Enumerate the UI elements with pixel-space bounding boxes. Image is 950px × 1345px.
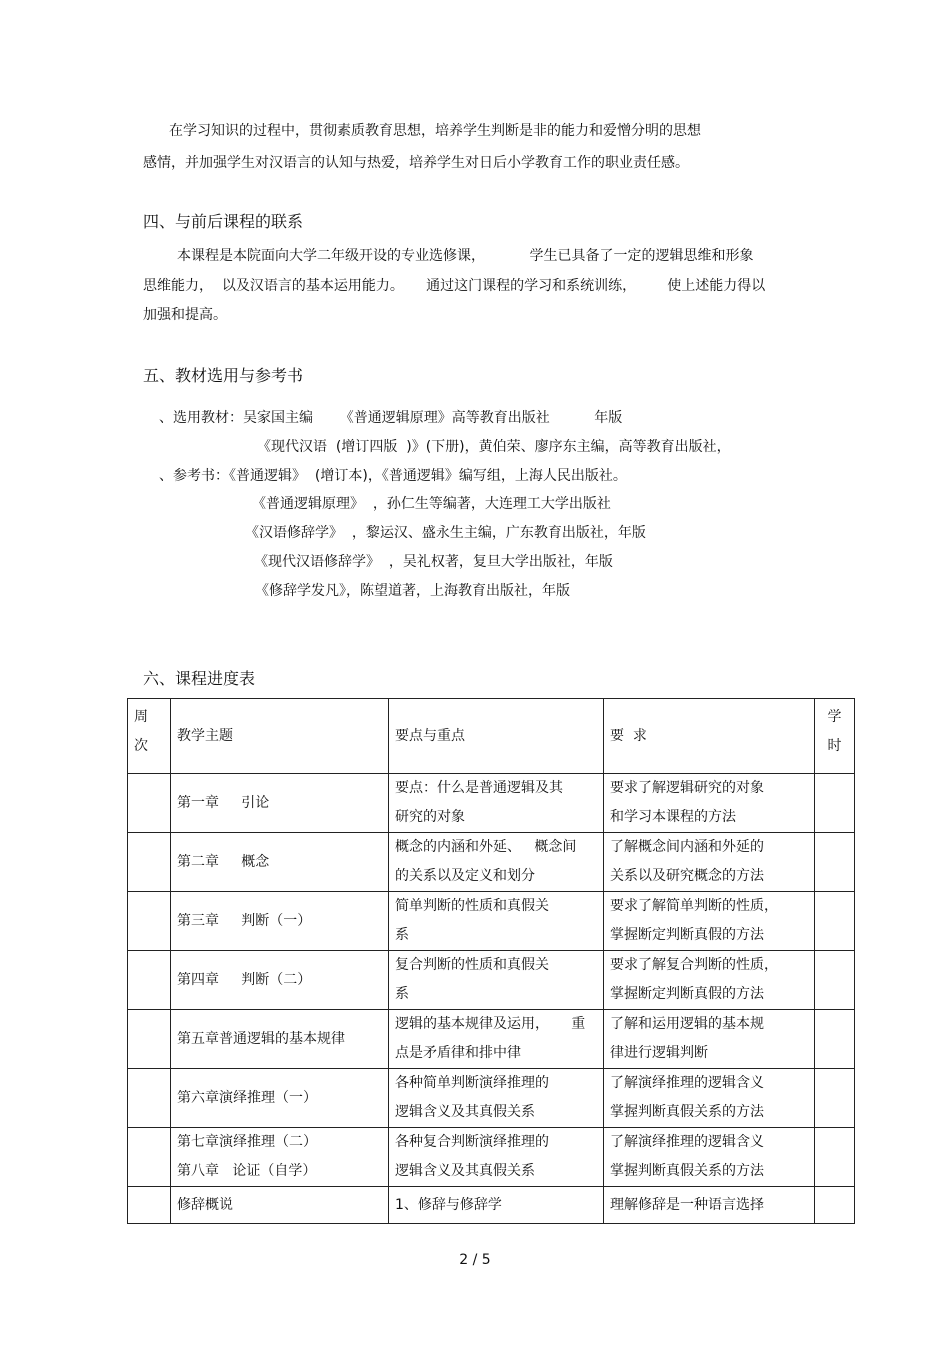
table-row [128, 774, 855, 833]
points-cell: 各种简单判断演绎推理的 逻辑含义及其真假关系 [389, 1069, 604, 1128]
points-cell: 复合判断的性质和真假关 系 [389, 951, 604, 1010]
requirements-cell: 了解概念间内涵和外延的 关系以及研究概念的方法 [604, 833, 815, 892]
header-week: 周 次 [128, 699, 171, 774]
header-requirements: 要 求 [604, 699, 815, 774]
hours-cell [815, 1187, 855, 1224]
week-cell [128, 892, 171, 951]
week-cell [128, 1128, 171, 1187]
intro-line-1: 在学习知识的过程中，贯彻素质教育思想，培养学生判断是非的能力和爱憎分明的思想 [169, 123, 701, 139]
header-hours: 学 时 [815, 699, 855, 774]
week-cell [128, 1010, 171, 1069]
textbook-line-2: 《现代汉语 (增订四版 )》(下册)，黄伯荣、廖序东主编，高等教育出版社， [257, 439, 731, 455]
table-row [128, 1128, 855, 1187]
requirements-cell: 了解演绎推理的逻辑含义 掌握判断真假关系的方法 [604, 1069, 815, 1128]
points-cell: 逻辑的基本规律及运用， 重 点是矛盾律和排中律 [389, 1010, 604, 1069]
reference-line-3: 《汉语修辞学》 ，黎运汉、盛永生主编，广东教育出版社，年版 [245, 525, 646, 541]
table-row [128, 951, 855, 1010]
week-cell [128, 774, 171, 833]
requirements-cell: 要求了解逻辑研究的对象 和学习本课程的方法 [604, 774, 815, 833]
points-cell: 各种复合判断演绎推理的 逻辑含义及其真假关系 [389, 1128, 604, 1187]
hours-cell [815, 951, 855, 1010]
section-6-heading: 六、课程进度表 [143, 669, 256, 688]
section-4-line-3: 加强和提高。 [143, 307, 227, 323]
hours-cell [815, 892, 855, 951]
reference-line-1: 、参考书：《普通逻辑》 (增订本)，《普通逻辑》编写组，上海人民出版社。 [159, 468, 627, 484]
header-topic: 教学主题 [171, 699, 389, 774]
table-row [128, 1187, 855, 1224]
topic-cell: 第六章演绎推理（一） [171, 1069, 389, 1128]
requirements-cell: 理解修辞是一种语言选择 [604, 1187, 815, 1224]
intro-line-2: 感情，并加强学生对汉语言的认知与热爱，培养学生对日后小学教育工作的职业责任感。 [143, 155, 689, 171]
hours-cell [815, 833, 855, 892]
section-4-line-2: 思维能力， 以及汉语言的基本运用能力。 通过这门课程的学习和系统训练， 使上述能力得以 [143, 278, 766, 294]
hours-cell [815, 1069, 855, 1128]
points-cell: 简单判断的性质和真假关 系 [389, 892, 604, 951]
section-5-heading: 五、教材选用与参考书 [143, 366, 304, 385]
reference-line-4: 《现代汉语修辞学》 ，吴礼权著，复旦大学出版社，年版 [254, 554, 613, 570]
week-cell [128, 1069, 171, 1128]
table-row [128, 833, 855, 892]
week-cell [128, 951, 171, 1010]
header-points: 要点与重点 [389, 699, 604, 774]
section-4-line-1: 本课程是本院面向大学二年级开设的专业选修课， 学生已具备了一定的逻辑思维和形象 [177, 248, 754, 264]
course-schedule-table [127, 698, 855, 1224]
points-cell: 要点：什么是普通逻辑及其 研究的对象 [389, 774, 604, 833]
topic-cell: 修辞概说 [171, 1187, 389, 1224]
textbook-line-1: 、选用教材：吴家国主编 《普通逻辑原理》高等教育出版社 年版 [159, 410, 623, 426]
topic-cell: 第二章 概念 [171, 833, 389, 892]
table-row [128, 892, 855, 951]
topic-cell: 第一章 引论 [171, 774, 389, 833]
topic-cell: 第五章普通逻辑的基本规律 [171, 1010, 389, 1069]
points-cell: 1、修辞与修辞学 [389, 1187, 604, 1224]
table-header-row [128, 699, 855, 774]
requirements-cell: 要求了解简单判断的性质， 掌握断定判断真假的方法 [604, 892, 815, 951]
points-cell: 概念的内涵和外延、 概念间 的关系以及定义和划分 [389, 833, 604, 892]
week-cell [128, 1187, 171, 1224]
requirements-cell: 了解演绎推理的逻辑含义 掌握判断真假关系的方法 [604, 1128, 815, 1187]
hours-cell [815, 1128, 855, 1187]
page-number: 2 / 5 [459, 1252, 491, 1268]
topic-cell: 第三章 判断（一） [171, 892, 389, 951]
requirements-cell: 了解和运用逻辑的基本规 律进行逻辑判断 [604, 1010, 815, 1069]
hours-cell [815, 1010, 855, 1069]
table-row [128, 1010, 855, 1069]
hours-cell [815, 774, 855, 833]
reference-line-2: 《普通逻辑原理》 ，孙仁生等编著，大连理工大学出版社 [252, 496, 611, 512]
requirements-cell: 要求了解复合判断的性质， 掌握断定判断真假的方法 [604, 951, 815, 1010]
topic-cell: 第七章演绎推理（二） 第八章 论证（自学） [171, 1128, 389, 1187]
section-4-heading: 四、与前后课程的联系 [143, 212, 304, 231]
reference-line-5: 《修辞学发凡》，陈望道著，上海教育出版社，年版 [255, 583, 570, 599]
table-row [128, 1069, 855, 1128]
week-cell [128, 833, 171, 892]
topic-cell: 第四章 判断（二） [171, 951, 389, 1010]
